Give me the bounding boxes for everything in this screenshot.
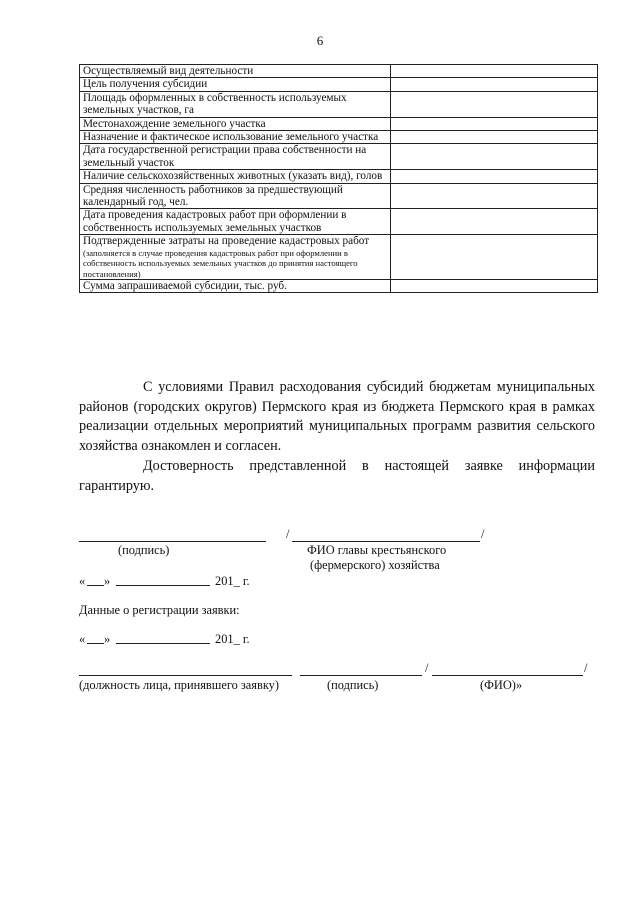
month-line[interactable] — [116, 585, 210, 586]
row-value-cell[interactable] — [391, 235, 598, 280]
row-note: (заполняется в случае проведения кадастровых работ при оформлении в собственность используемых земельных участков до принятия настоящего постановления) — [83, 247, 358, 279]
registration-label: Данные о регистрации заявки: — [79, 603, 240, 617]
table-row — [80, 65, 598, 78]
guarantee-paragraph: Достоверность представленной в настоящей заявке информации гарантирую. — [79, 458, 595, 494]
row-value-cell[interactable] — [391, 170, 598, 183]
name-line[interactable] — [292, 541, 480, 542]
row-label-cell — [80, 91, 391, 117]
row-label: Подтвержденные затраты на проведение кадастровых работ — [83, 235, 370, 248]
row-value-cell[interactable] — [391, 117, 598, 130]
reg-date-close-quote: » — [104, 632, 111, 646]
slash2-left: / — [425, 661, 429, 675]
row-label-cell — [80, 117, 391, 130]
table-row — [80, 144, 598, 170]
table-row — [80, 91, 598, 117]
slash-left: / — [286, 527, 290, 541]
row-value-cell[interactable] — [391, 78, 598, 91]
position-caption: (должность лица, принявшего заявку) — [79, 678, 279, 692]
signature-caption: (подпись) — [118, 543, 170, 557]
head-name-caption: ФИО главы крестьянского — [307, 543, 447, 557]
reg-year-text: 201_ г. — [215, 632, 250, 646]
row-label-cell — [80, 78, 391, 91]
row-label: Осуществляемый вид деятельности — [83, 65, 254, 77]
table-row — [80, 170, 598, 183]
table-row — [80, 131, 598, 144]
reg-month-line[interactable] — [116, 643, 210, 644]
row-value-cell[interactable] — [391, 91, 598, 117]
date-open-quote: « — [79, 574, 86, 588]
position-line[interactable] — [79, 675, 292, 676]
row-value-cell[interactable] — [391, 183, 598, 209]
receiver-signature-line[interactable] — [300, 675, 422, 676]
row-label: Местонахождение земельного участка — [83, 117, 266, 130]
row-label-cell — [80, 131, 391, 144]
row-label-cell — [80, 235, 391, 280]
row-label: Средняя численность работников за предшествующий календарный год, чел. — [83, 183, 343, 209]
farm-caption: (фермерского) хозяйства — [310, 558, 440, 572]
reg-day-line[interactable] — [87, 643, 104, 644]
table-row — [80, 183, 598, 209]
row-value-cell[interactable] — [391, 131, 598, 144]
reg-date-open-quote: « — [79, 632, 86, 646]
receiver-name-line[interactable] — [432, 675, 583, 676]
table-row — [80, 78, 598, 91]
slash-right: / — [481, 527, 485, 541]
row-value-cell[interactable] — [391, 279, 598, 292]
row-label-cell — [80, 144, 391, 170]
row-label-cell — [80, 170, 391, 183]
receiver-signature-caption: (подпись) — [327, 678, 379, 692]
row-label-cell — [80, 209, 391, 235]
row-label: Наличие сельскохозяйственных животных (указать вид), голов — [83, 170, 383, 183]
row-value-cell[interactable] — [391, 209, 598, 235]
row-label: Назначение и фактическое использование земельного участка — [83, 131, 379, 144]
row-label-cell — [80, 183, 391, 209]
page-number: 6 — [316, 33, 324, 48]
table-row — [80, 235, 598, 280]
date-close-quote: » — [104, 574, 111, 588]
day-line[interactable] — [87, 585, 104, 586]
slash2-right: / — [584, 661, 588, 675]
table-row — [80, 209, 598, 235]
row-label: Цель получения субсидии — [83, 78, 208, 91]
row-label: Площадь оформленных в собственность используемых земельных участков, га — [83, 91, 347, 117]
row-label: Сумма запрашиваемой субсидии, тыс. руб. — [83, 279, 287, 292]
year-text: 201_ г. — [215, 574, 250, 588]
table-row — [80, 279, 598, 292]
row-label-cell — [80, 279, 391, 292]
signature-line[interactable] — [79, 541, 266, 542]
row-value-cell[interactable] — [391, 144, 598, 170]
table-row — [80, 117, 598, 130]
row-value-cell[interactable] — [391, 65, 598, 78]
row-label: Дата проведения кадастровых работ при оформлении в собственность используемых земельных участков — [83, 209, 347, 234]
row-label-cell — [80, 65, 391, 78]
row-label: Дата государственной регистрации права собственности на земельный участок — [83, 144, 367, 169]
application-table — [79, 64, 598, 293]
receiver-name-caption: (ФИО)» — [480, 678, 523, 692]
agreement-paragraph: С условиями Правил расходования субсидий бюджетам муниципальных районов (городских округов) Пермского края из бюджета Пермского края в рамках реализации отдельных мероприятий муниципальных программ развития сельского хозяйства ознакомлен и согласен. — [79, 379, 595, 454]
